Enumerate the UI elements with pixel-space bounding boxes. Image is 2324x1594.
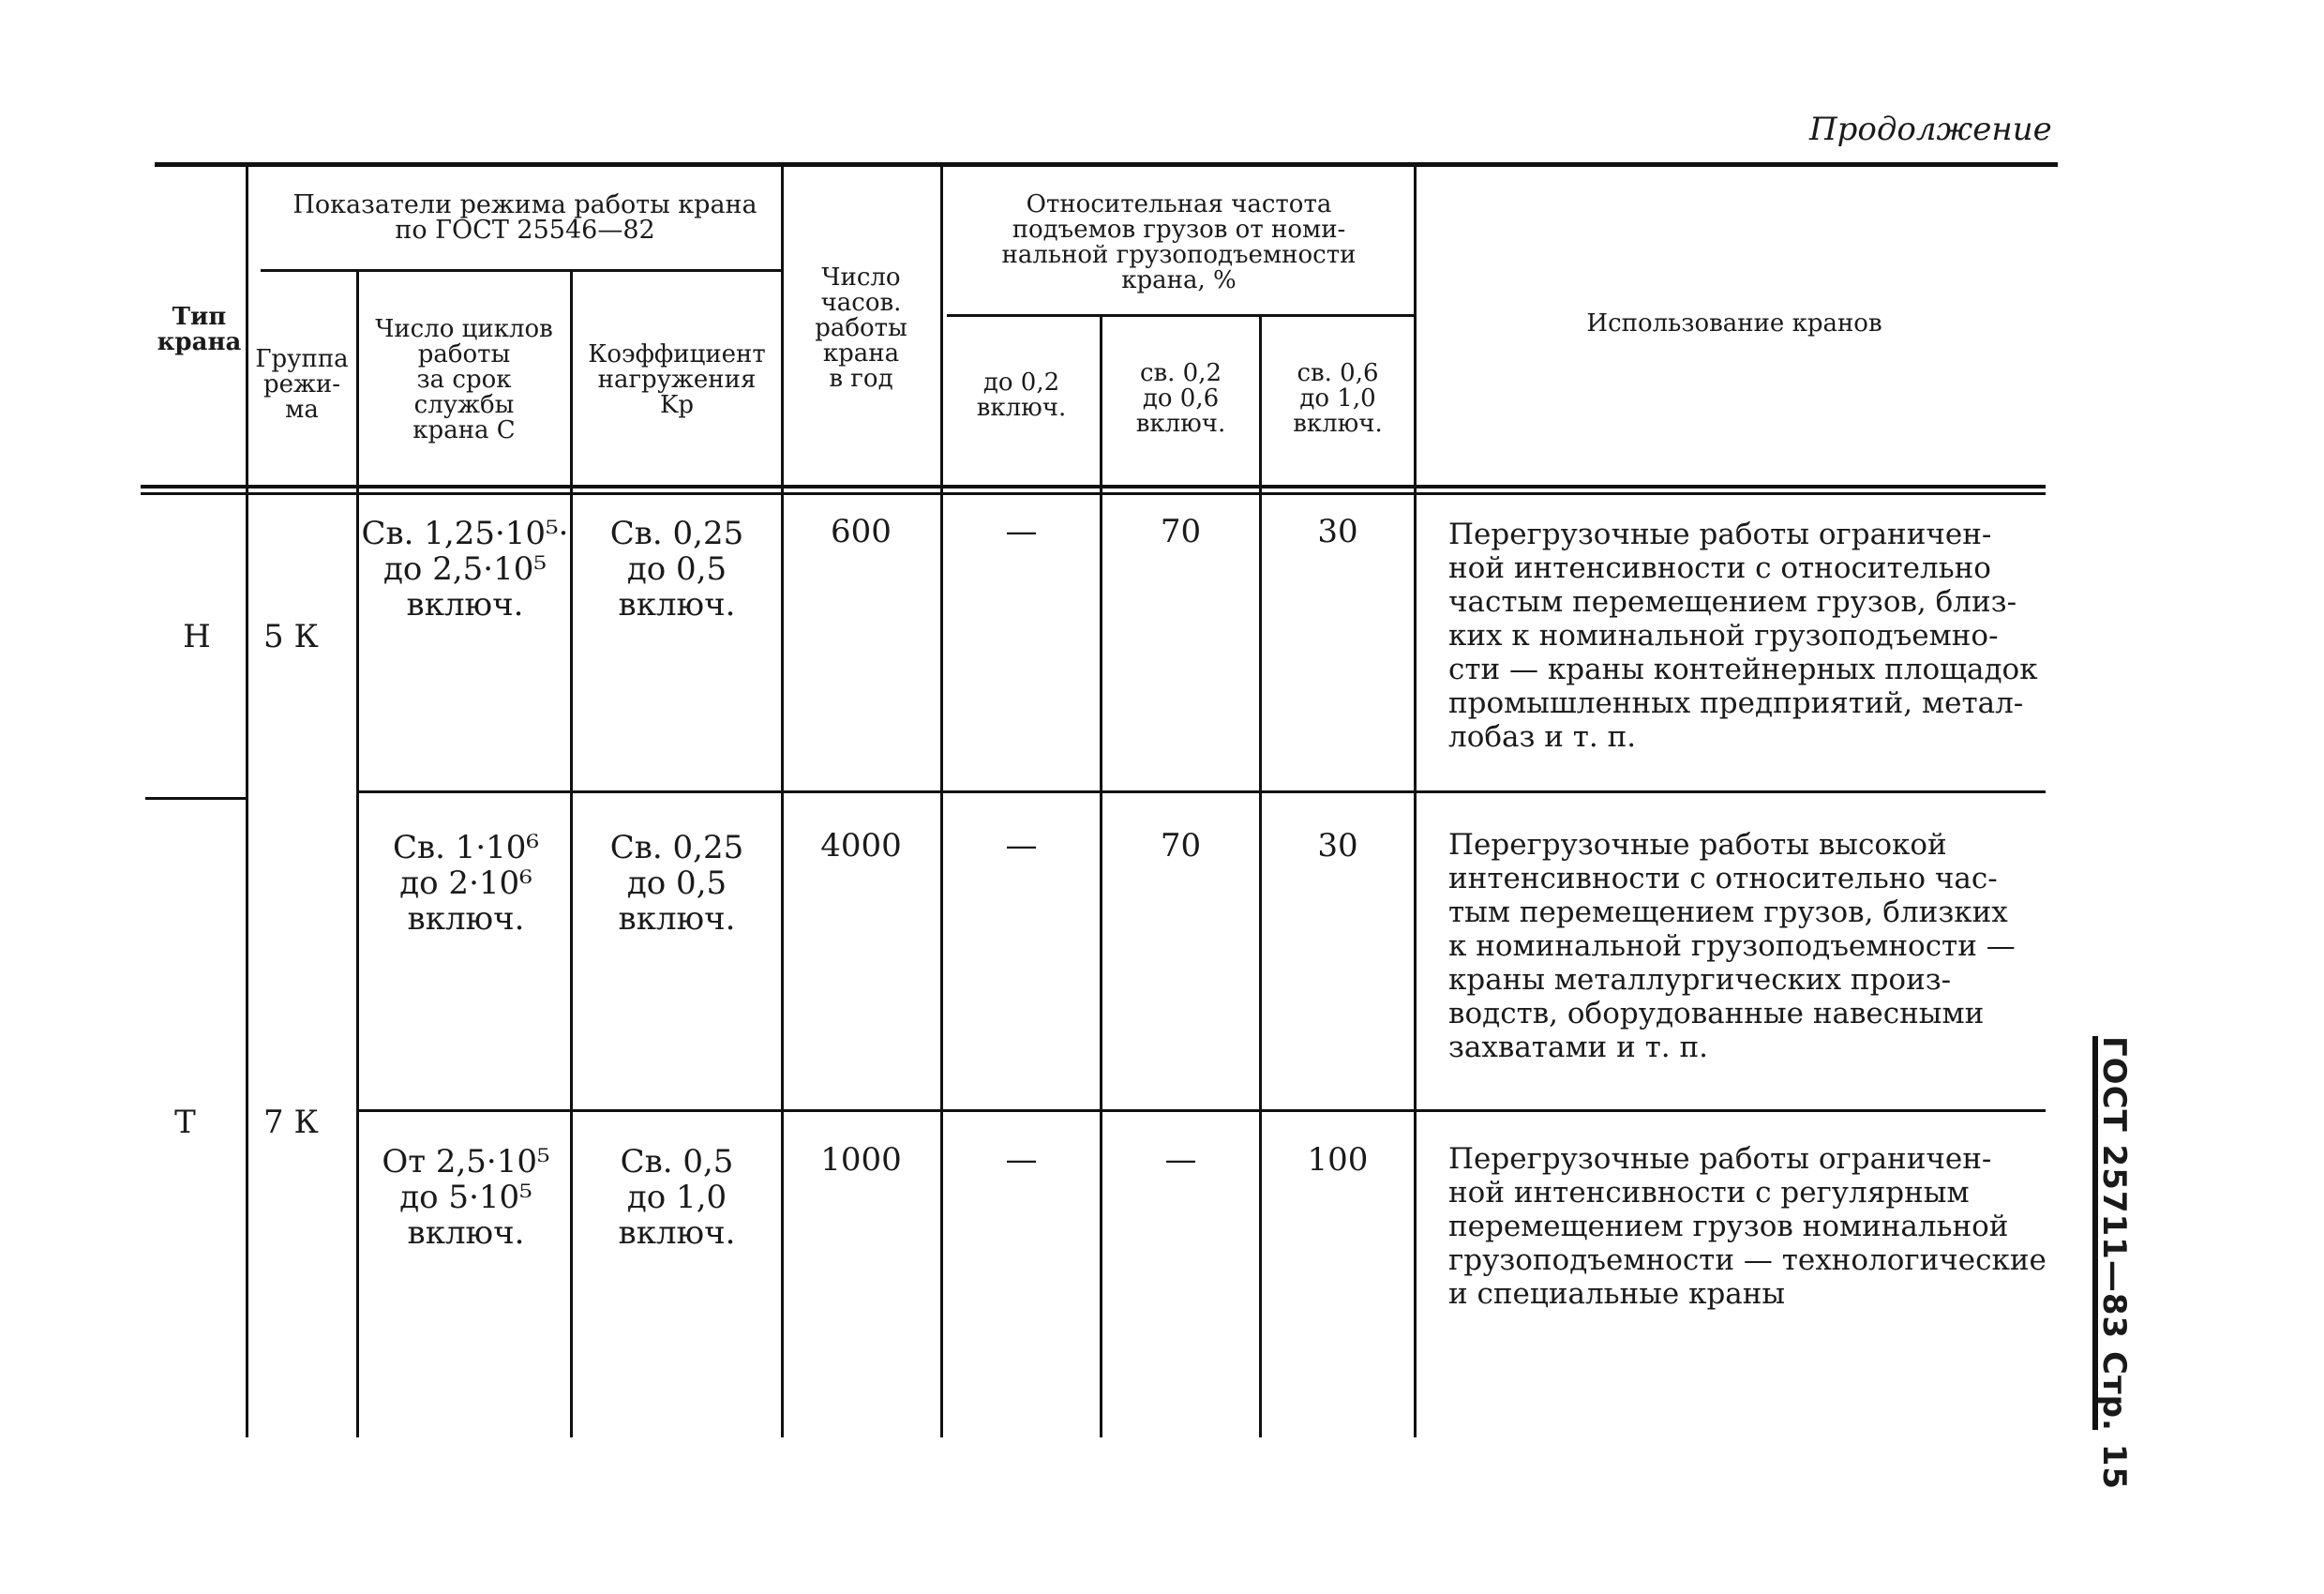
side-page-text: ГОСТ 25711—83 Стр. 15	[2095, 1036, 2133, 1491]
row1-freq-1: —	[1005, 513, 1038, 550]
row2-hours: 4000	[820, 827, 902, 865]
row1-freq-3: 30	[1317, 513, 1358, 550]
table-top-rule	[155, 162, 2058, 167]
indicators-subrule	[261, 269, 781, 272]
row-sep-1b	[356, 790, 2046, 793]
header-bottom-rule-2	[141, 492, 2046, 495]
row3-usage: Перегрузочные работы ограничен- ной интенсивности с регулярным перемещением грузов номинальной грузоподъемности — технологические и специальные краны	[1448, 1142, 2047, 1311]
header-freq-3: св. 0,6 до 1,0 включ.	[1293, 359, 1383, 438]
header-bottom-rule	[141, 485, 2046, 489]
row2-freq-3: 30	[1317, 827, 1358, 865]
col-rule-8	[1414, 167, 1417, 1437]
header-usage: Использование кранов	[1586, 309, 1882, 338]
row3-cycles: От 2,5·10⁵ до 5·10⁵ включ.	[382, 1143, 550, 1252]
row1-type: Н	[183, 618, 211, 655]
header-freq-1: до 0,2 включ.	[976, 368, 1067, 422]
row1-usage: Перегрузочные работы ограничен- ной интенсивности с относительно частым перемещением грузов, близ- ких к номинальной грузоподъемно- сти — краны контейнерных площадок промышленных предприятий, метал- лобаз и т. п.	[1448, 518, 2038, 754]
row1-load-coef: Св. 0,25 до 0,5 включ.	[609, 515, 744, 624]
row2-group: 7 К	[263, 1104, 319, 1141]
row1-cycles: Св. 1,25·10⁵· до 2,5·10⁵ включ.	[361, 515, 569, 624]
col-rule-2	[356, 272, 359, 1437]
col-rule-7	[1259, 317, 1262, 1437]
header-type: Тип крана	[157, 303, 242, 356]
row3-load-coef: Св. 0,5 до 1,0 включ.	[618, 1143, 736, 1252]
row2-cycles: Св. 1·10⁶ до 2·10⁶ включ.	[392, 829, 540, 938]
header-cycles: Число циклов работы за срок службы крана C	[375, 315, 553, 444]
row-sep-2	[356, 1109, 2046, 1112]
row2-load-coef: Св. 0,25 до 0,5 включ.	[609, 829, 744, 938]
header-load-coef: Коэффициент нагружения Kp	[588, 340, 766, 419]
side-page-label	[2095, 1036, 2170, 1491]
continuation-label: Продолжение	[1809, 111, 2052, 148]
header-freq-2: св. 0,2 до 0,6 включ.	[1135, 359, 1226, 438]
row3-freq-1: —	[1005, 1141, 1038, 1179]
header-indicators-group: Показатели режима работы крана по ГОСТ 25546—82	[292, 190, 757, 245]
header-freq-group: Относительная частота подъемов грузов от номи- нальной грузоподъемности крана, %	[1001, 190, 1357, 294]
col-rule-1	[246, 167, 248, 1437]
row2-freq-1: —	[1005, 827, 1038, 865]
row2-type: Т	[174, 1104, 196, 1141]
col-rule-6	[1100, 317, 1102, 1437]
row-sep-1	[145, 797, 248, 800]
freq-subrule	[947, 314, 1416, 317]
row3-freq-3: 100	[1307, 1141, 1369, 1179]
row2-usage: Перегрузочные работы высокой интенсивности с относительно час- тым перемещением грузов, близких к номинальной грузоподъемности — краны металлургических произ- водств, оборудованные навесными захватами и т. п.	[1448, 828, 2016, 1064]
row1-hours: 600	[831, 513, 892, 550]
header-group: Группа режи- ма	[255, 345, 349, 424]
row1-freq-2: 70	[1160, 513, 1202, 550]
row2-freq-2: 70	[1160, 827, 1202, 865]
col-rule-5	[940, 167, 943, 1437]
row3-hours: 1000	[820, 1141, 902, 1179]
row3-freq-2: —	[1164, 1141, 1197, 1179]
header-hours: Число часов. работы крана в год	[815, 263, 907, 393]
row1-group: 5 К	[263, 618, 319, 655]
